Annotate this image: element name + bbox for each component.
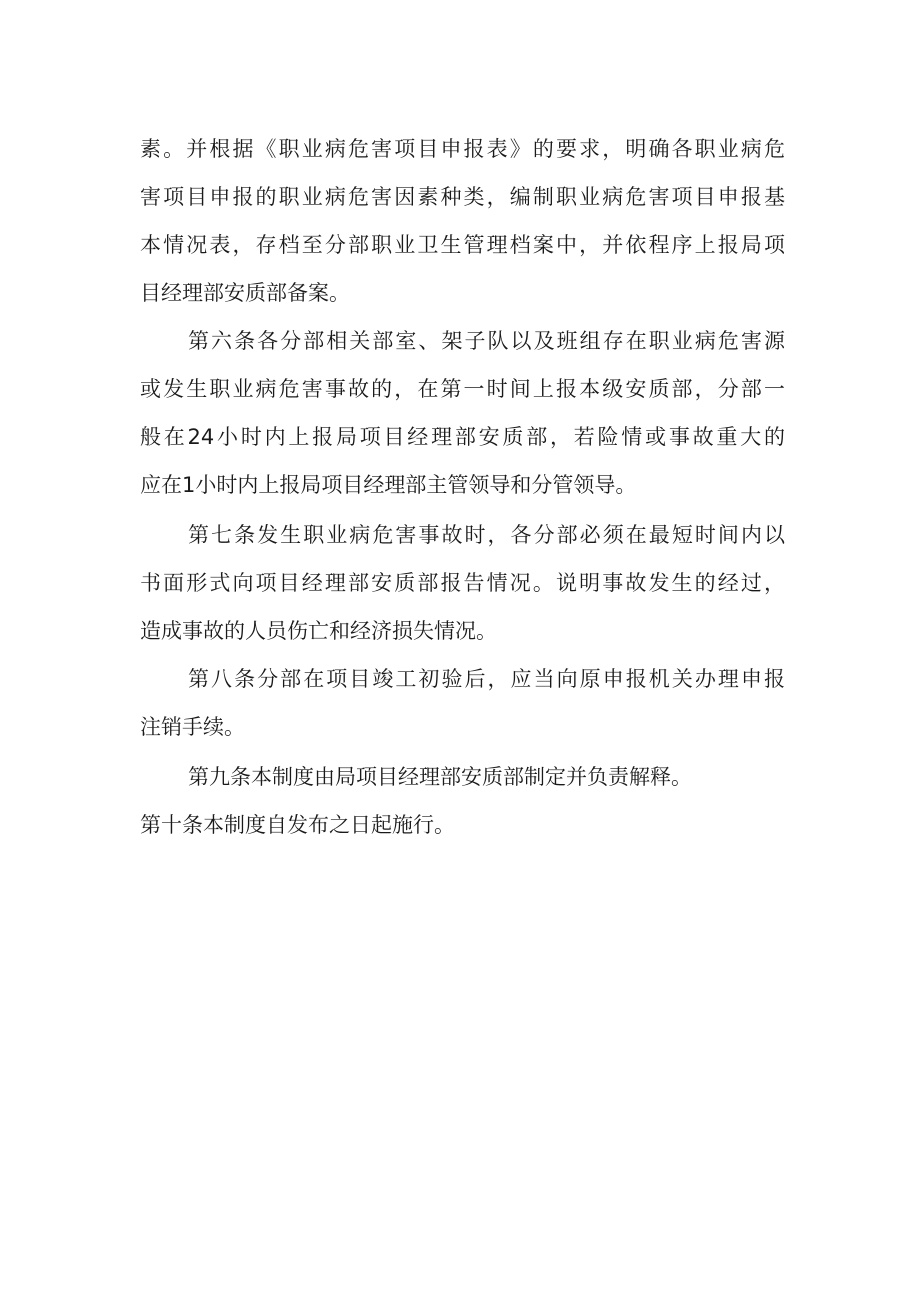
article-ten-line: 第十条本制度自发布之日起施行。: [140, 813, 455, 837]
paragraph-line: 般在24小时内上报局项目经理部安质部，若险情或事故重大的: [140, 425, 785, 449]
paragraph-line: 本情况表，存档至分部职业卫生管理档案中，并依程序上报局项: [140, 233, 785, 257]
article-seven-line: 第七条发生职业病危害事故时，各分部必须在最短时间内以: [188, 523, 785, 547]
paragraph-line: 或发生职业病危害事故的，在第一时间上报本级安质部，分部一: [140, 377, 785, 401]
article-eight-line: 第八条分部在项目竣工初验后，应当向原申报机关办理申报: [188, 667, 785, 691]
paragraph-line: 注销手续。: [140, 715, 245, 739]
paragraph-line: 素。并根据《职业病危害项目申报表》的要求，明确各职业病危: [140, 137, 785, 161]
article-six-line: 第六条各分部相关部室、架子队以及班组存在职业病危害源: [188, 329, 785, 353]
article-nine-line: 第九条本制度由局项目经理部安质部制定并负责解释。: [188, 765, 692, 789]
paragraph-line: 应在1小时内上报局项目经理部主管领导和分管领导。: [140, 473, 637, 497]
paragraph-line: 害项目申报的职业病危害因素种类，编制职业病危害项目申报基: [140, 185, 785, 209]
paragraph-line: 造成事故的人员伤亡和经济损失情况。: [140, 619, 497, 643]
paragraph-line: 书面形式向项目经理部安质部报告情况。说明事故发生的经过，: [140, 571, 785, 595]
paragraph-line: 目经理部安质部备案。: [140, 281, 350, 305]
